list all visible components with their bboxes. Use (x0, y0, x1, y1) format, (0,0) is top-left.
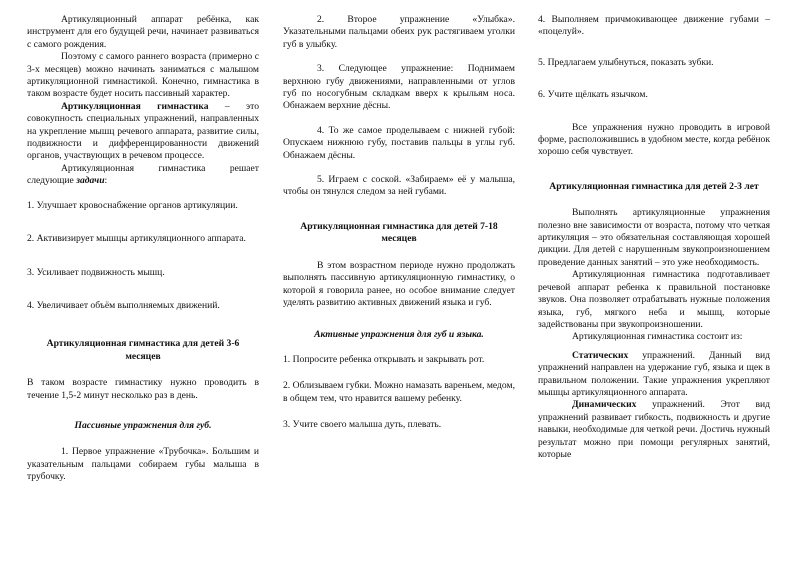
active-exercise-6: 6. Учите щёлкать язычком. (538, 89, 648, 101)
heading-3-6-months: Артикуляционная гимнастика для детей 3-6 месяцев (46, 338, 240, 362)
dynamic-exercises-paragraph (538, 399, 770, 461)
column-middle (283, 14, 515, 431)
game-form-paragraph: Все упражнения нужно проводить в игровой форме, расположившись в удобном месте, когда ребёнок хорошо себя чувствует. (538, 121, 770, 158)
tasks-intro-text: Артикуляционная гимнастика решает следующие (27, 162, 259, 187)
tasks-intro (27, 163, 259, 188)
active-exercise-4: 4. Выполняем причмокивающее движение губами – «поцелуй». (538, 14, 770, 38)
definition-paragraph (27, 101, 259, 163)
static-term: Статических (572, 349, 629, 361)
active-exercise-5: 5. Предлагаем улыбнуться, показать зубки. (538, 56, 714, 68)
column-right (538, 14, 770, 461)
intro-paragraph-2: Поэтому с самого раннего возраста (примерно с 3-х месяцев) можно начинать заниматься с малышом артикуляционной гимнастикой. Конечно, гимнастика в таком возрасте будет носить пассивный характер. (27, 51, 259, 100)
static-exercises-paragraph (538, 350, 770, 400)
active-exercise-2: 2. Облизываем губки. Можно намазать вареньем, медом, в общем тем, что нравится вашему ребенку. (283, 380, 515, 404)
paragraph-2-3-years-c: Артикуляционная гимнастика состоит из: (572, 331, 743, 343)
passive-exercise-4: 4. То же самое проделываем с нижней губой: Опускаем нижнюю губу, поставив пальцы в углы губ. Обнажаем дёсны. (283, 124, 515, 161)
static-text: упражнений. Данный вид упражнений направлен на удержание губ, языка и щек в правильном положении. Такие упражнения укрепляют мышцы артикуляционного аппарата. (538, 349, 770, 398)
passive-exercise-1: 1. Первое упражнение «Трубочка». Большим и указательным пальцами собираем губы малыша в трубочку. (27, 446, 259, 483)
passive-exercise-5: 5. Играем с соской. «Забираем» её у малыша, чтобы он тянулся следом за ней губами. (283, 174, 515, 198)
dynamic-text: упражнений. Этот вид упражнений развивает гибкость, подвижность и другие навыки, необходимые для четкой речи. Достичь нужный результат можно при помощи регулярных занятий, которые (538, 399, 770, 460)
task-item-1: 1. Улучшает кровоснабжение органов артикуляции. (27, 199, 238, 211)
task-item-2: 2. Активизирует мышцы артикуляционного аппарата. (27, 233, 246, 245)
tasks-word: задачи (76, 175, 105, 187)
task-item-3: 3. Усиливает подвижность мышц. (27, 266, 165, 278)
passive-exercise-3: 3. Следующее упражнение: Поднимаем верхнюю губу движениями, направленными от углов губ по носогубным складкам вверх к крыльям носа. Обнажаем верхние дёсны. (283, 63, 515, 112)
definition-term: Артикуляционная гимнастика (61, 100, 209, 112)
passive-exercise-2: 2. Второе упражнение «Улыбка». Указательными пальцами обеих рук растягиваем уголки губ в улыбку. (283, 14, 515, 50)
active-exercise-1: 1. Попросите ребенка открывать и закрывать рот. (283, 353, 485, 365)
task-item-4: 4. Увеличивает объём выполняемых движений. (27, 299, 220, 311)
paragraph-2-3-years-a: Выполнять артикуляционные упражнения полезно вне зависимости от возраста, потому что четкая артикуляция – это обязательная составляющая хорошей дикции. Для детей с нарушенным звукопроизношением проведение данных занятий – это уже необходимость. (538, 207, 770, 268)
dynamic-term: Динамических (572, 399, 637, 411)
definition-text: – это совокупность специальных упражнений, направленных на укрепление мышц речевого аппарата, развитие силы, подвижности и дифференцированности движений органов, участвующих в речевом процессе. (27, 100, 259, 162)
active-exercise-3: 3. Учите своего малыша дуть, плевать. (283, 418, 442, 430)
paragraph-2-3-years-b: Артикуляционная гимнастика подготавливает речевой аппарат ребенка к правильной постановке звуков. Она позволяет отрабатывать нужные положения языка, губ, мягкого неба и мышц, которые задействованы при звукопроизношении. (538, 269, 770, 330)
passive-exercises-heading: Пассивные упражнения для губ. (74, 419, 212, 431)
active-exercises-heading: Активные упражнения для губ и языка. (314, 329, 484, 341)
intro-paragraph: Артикуляционный аппарат ребёнка, как инструмент для его будущей речи, начинает развиваться с самого рождения. (27, 14, 259, 50)
paragraph-3-6-months: В таком возрасте гимнастику нужно проводить в течение 1,5-2 минут несколько раз в день. (27, 377, 259, 401)
paragraph-7-18-months: В этом возрастном периоде нужно продолжать выполнять пассивную артикуляционную гимнастику, о которой я говорила ранее, но особое внимание следует уделять развитию активных движений языка и губ. (283, 259, 515, 308)
column-left (27, 14, 259, 484)
tasks-colon: : (104, 175, 108, 187)
heading-2-3-years: Артикуляционная гимнастика для детей 2-3 лет (549, 180, 759, 192)
heading-7-18-months: Артикуляционная гимнастика для детей 7-18 месяцев (300, 220, 498, 245)
